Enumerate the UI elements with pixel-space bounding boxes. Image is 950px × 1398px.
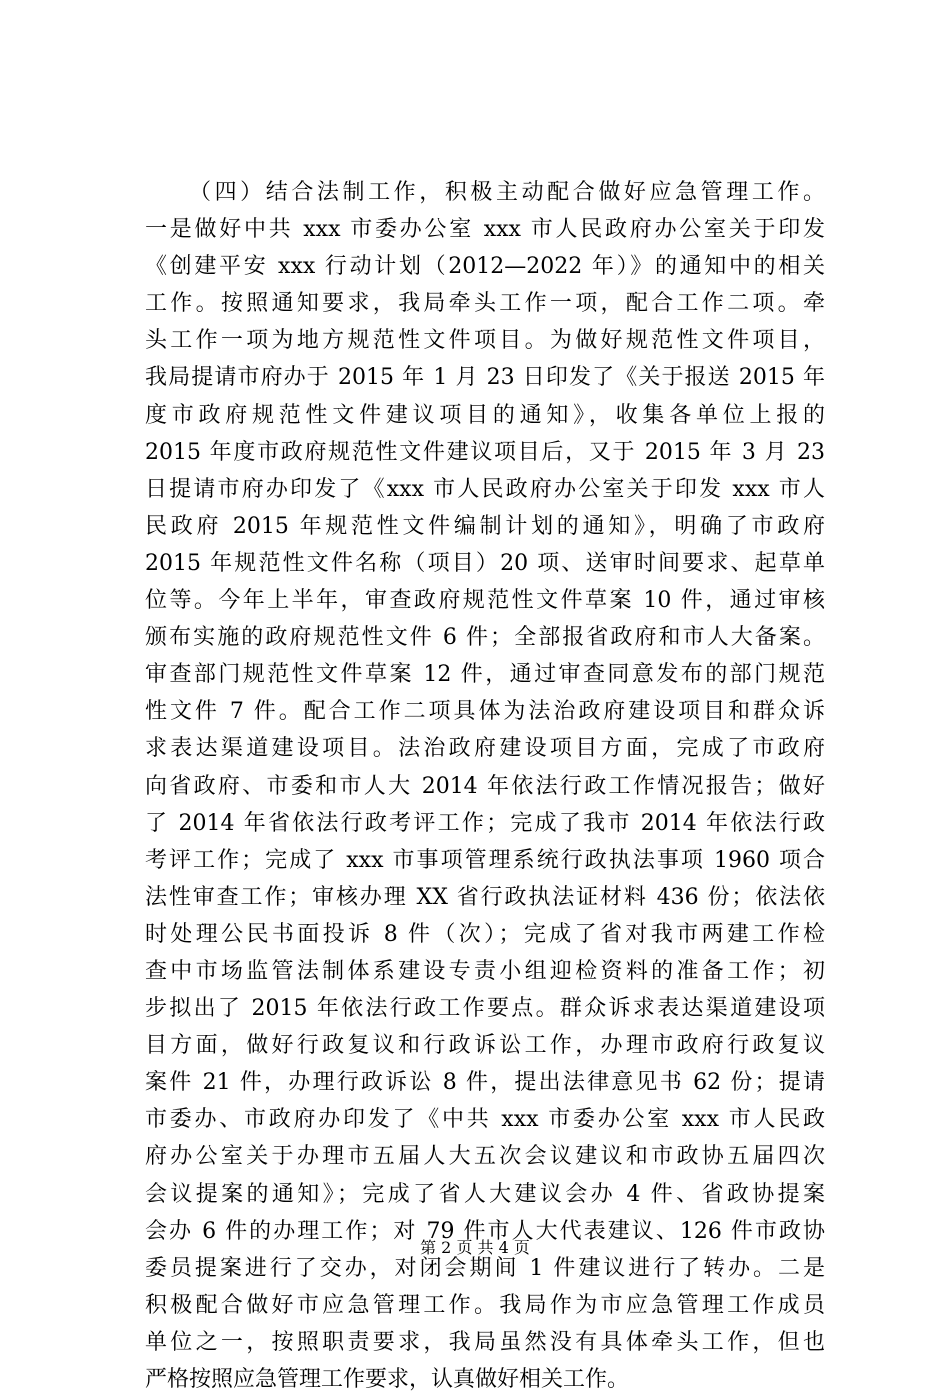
paragraph-line: 市委办、市政府办印发了《中共 xxx 市委办公室 xxx 市人民政 bbox=[145, 1107, 825, 1133]
paragraph-line: 案件 21 件，办理行政诉讼 8 件，提出法律意见书 62 份；提请 bbox=[145, 1070, 825, 1096]
paragraph-line: （四）结合法制工作，积极主动配合做好应急管理工作。 bbox=[189, 180, 825, 205]
paragraph-line: 目方面，做好行政复议和行政诉讼工作，办理市政府行政复议 bbox=[145, 1033, 825, 1059]
paragraph-line: 积极配合做好市应急管理工作。我局作为市应急管理工作成员 bbox=[145, 1292, 825, 1318]
paragraph-line: 步拟出了 2015 年依法行政工作要点。群众诉求表达渠道建设项 bbox=[145, 996, 825, 1022]
paragraph-line: 法性审查工作；审核办理 XX 省行政执法证材料 436 份；依法依 bbox=[145, 884, 825, 910]
paragraph-line: 《创建平安 xxx 行动计划（2012—2022 年）》的通知中的相关 bbox=[145, 254, 825, 280]
paragraph-line: 度市政府规范性文件建议项目的通知》，收集各单位上报的 bbox=[145, 402, 825, 428]
paragraph-line: 求表达渠道建设项目。法治政府建设项目方面，完成了市政府 bbox=[145, 736, 825, 762]
paragraph-line: 查中市场监管法制体系建设专责小组迎检资料的准备工作；初 bbox=[145, 958, 825, 984]
paragraph-line: 2015 年度市政府规范性文件建议项目后，又于 2015 年 3 月 23 bbox=[145, 439, 825, 465]
paragraph-line: 一是做好中共 xxx 市委办公室 xxx 市人民政府办公室关于印发 bbox=[145, 217, 825, 243]
paragraph-line: 严格按照应急管理工作要求，认真做好相关工作。 bbox=[145, 1367, 630, 1392]
paragraph-line: 时处理公民书面投诉 8 件（次）；完成了省对我市两建工作检 bbox=[145, 921, 825, 947]
paragraph-line: 了 2014 年省依法行政考评工作；完成了我市 2014 年依法行政 bbox=[145, 810, 825, 836]
paragraph-line: 2015 年规范性文件名称（项目）20 项、送审时间要求、起草单 bbox=[145, 550, 825, 576]
paragraph-line: 颁布实施的政府规范性文件 6 件；全部报省政府和市人大备案。 bbox=[145, 625, 825, 651]
paragraph-line: 府办公室关于办理市五届人大五次会议建议和市政协五届四次 bbox=[145, 1144, 825, 1170]
paragraph-line: 日提请市府办印发了《xxx 市人民政府办公室关于印发 xxx 市人 bbox=[145, 476, 825, 502]
paragraph-line: 审查部门规范性文件草案 12 件，通过审查同意发布的部门规范 bbox=[145, 662, 825, 688]
paragraph-line: 工作。按照通知要求，我局牵头工作一项，配合工作二项。牵 bbox=[145, 291, 825, 317]
paragraph-line: 会议提案的通知》；完成了省人大建议会办 4 件、省政协提案 bbox=[145, 1181, 825, 1207]
paragraph-line: 会办 6 件的办理工作；对 79 件市人大代表建议、126 件市政协 bbox=[145, 1218, 825, 1244]
paragraph-line: 性文件 7 件。配合工作二项具体为法治政府建设项目和群众诉 bbox=[145, 699, 825, 725]
paragraph-line: 我局提请市府办于 2015 年 1 月 23 日印发了《关于报送 2015 年 bbox=[145, 365, 825, 391]
paragraph-line: 头工作一项为地方规范性文件项目。为做好规范性文件项目， bbox=[145, 328, 825, 354]
paragraph-line: 位等。今年上半年，审查政府规范性文件草案 10 件，通过审核 bbox=[145, 588, 825, 614]
paragraph-line: 考评工作；完成了 xxx 市事项管理系统行政执法事项 1960 项合 bbox=[145, 847, 825, 873]
paragraph-line: 单位之一，按照职责要求，我局虽然没有具体牵头工作，但也 bbox=[145, 1329, 825, 1355]
paragraph-line: 民政府 2015 年规范性文件编制计划的通知》，明确了市政府 bbox=[145, 513, 825, 539]
body-paragraph bbox=[145, 174, 825, 1398]
paragraph-line: 委员提案进行了交办，对闭会期间 1 件建议进行了转办。二是 bbox=[145, 1255, 825, 1281]
paragraph-line: 向省政府、市委和市人大 2014 年依法行政工作情况报告；做好 bbox=[145, 773, 825, 799]
page-number-footer: 第 2 页 共 4 页 bbox=[420, 1238, 530, 1257]
